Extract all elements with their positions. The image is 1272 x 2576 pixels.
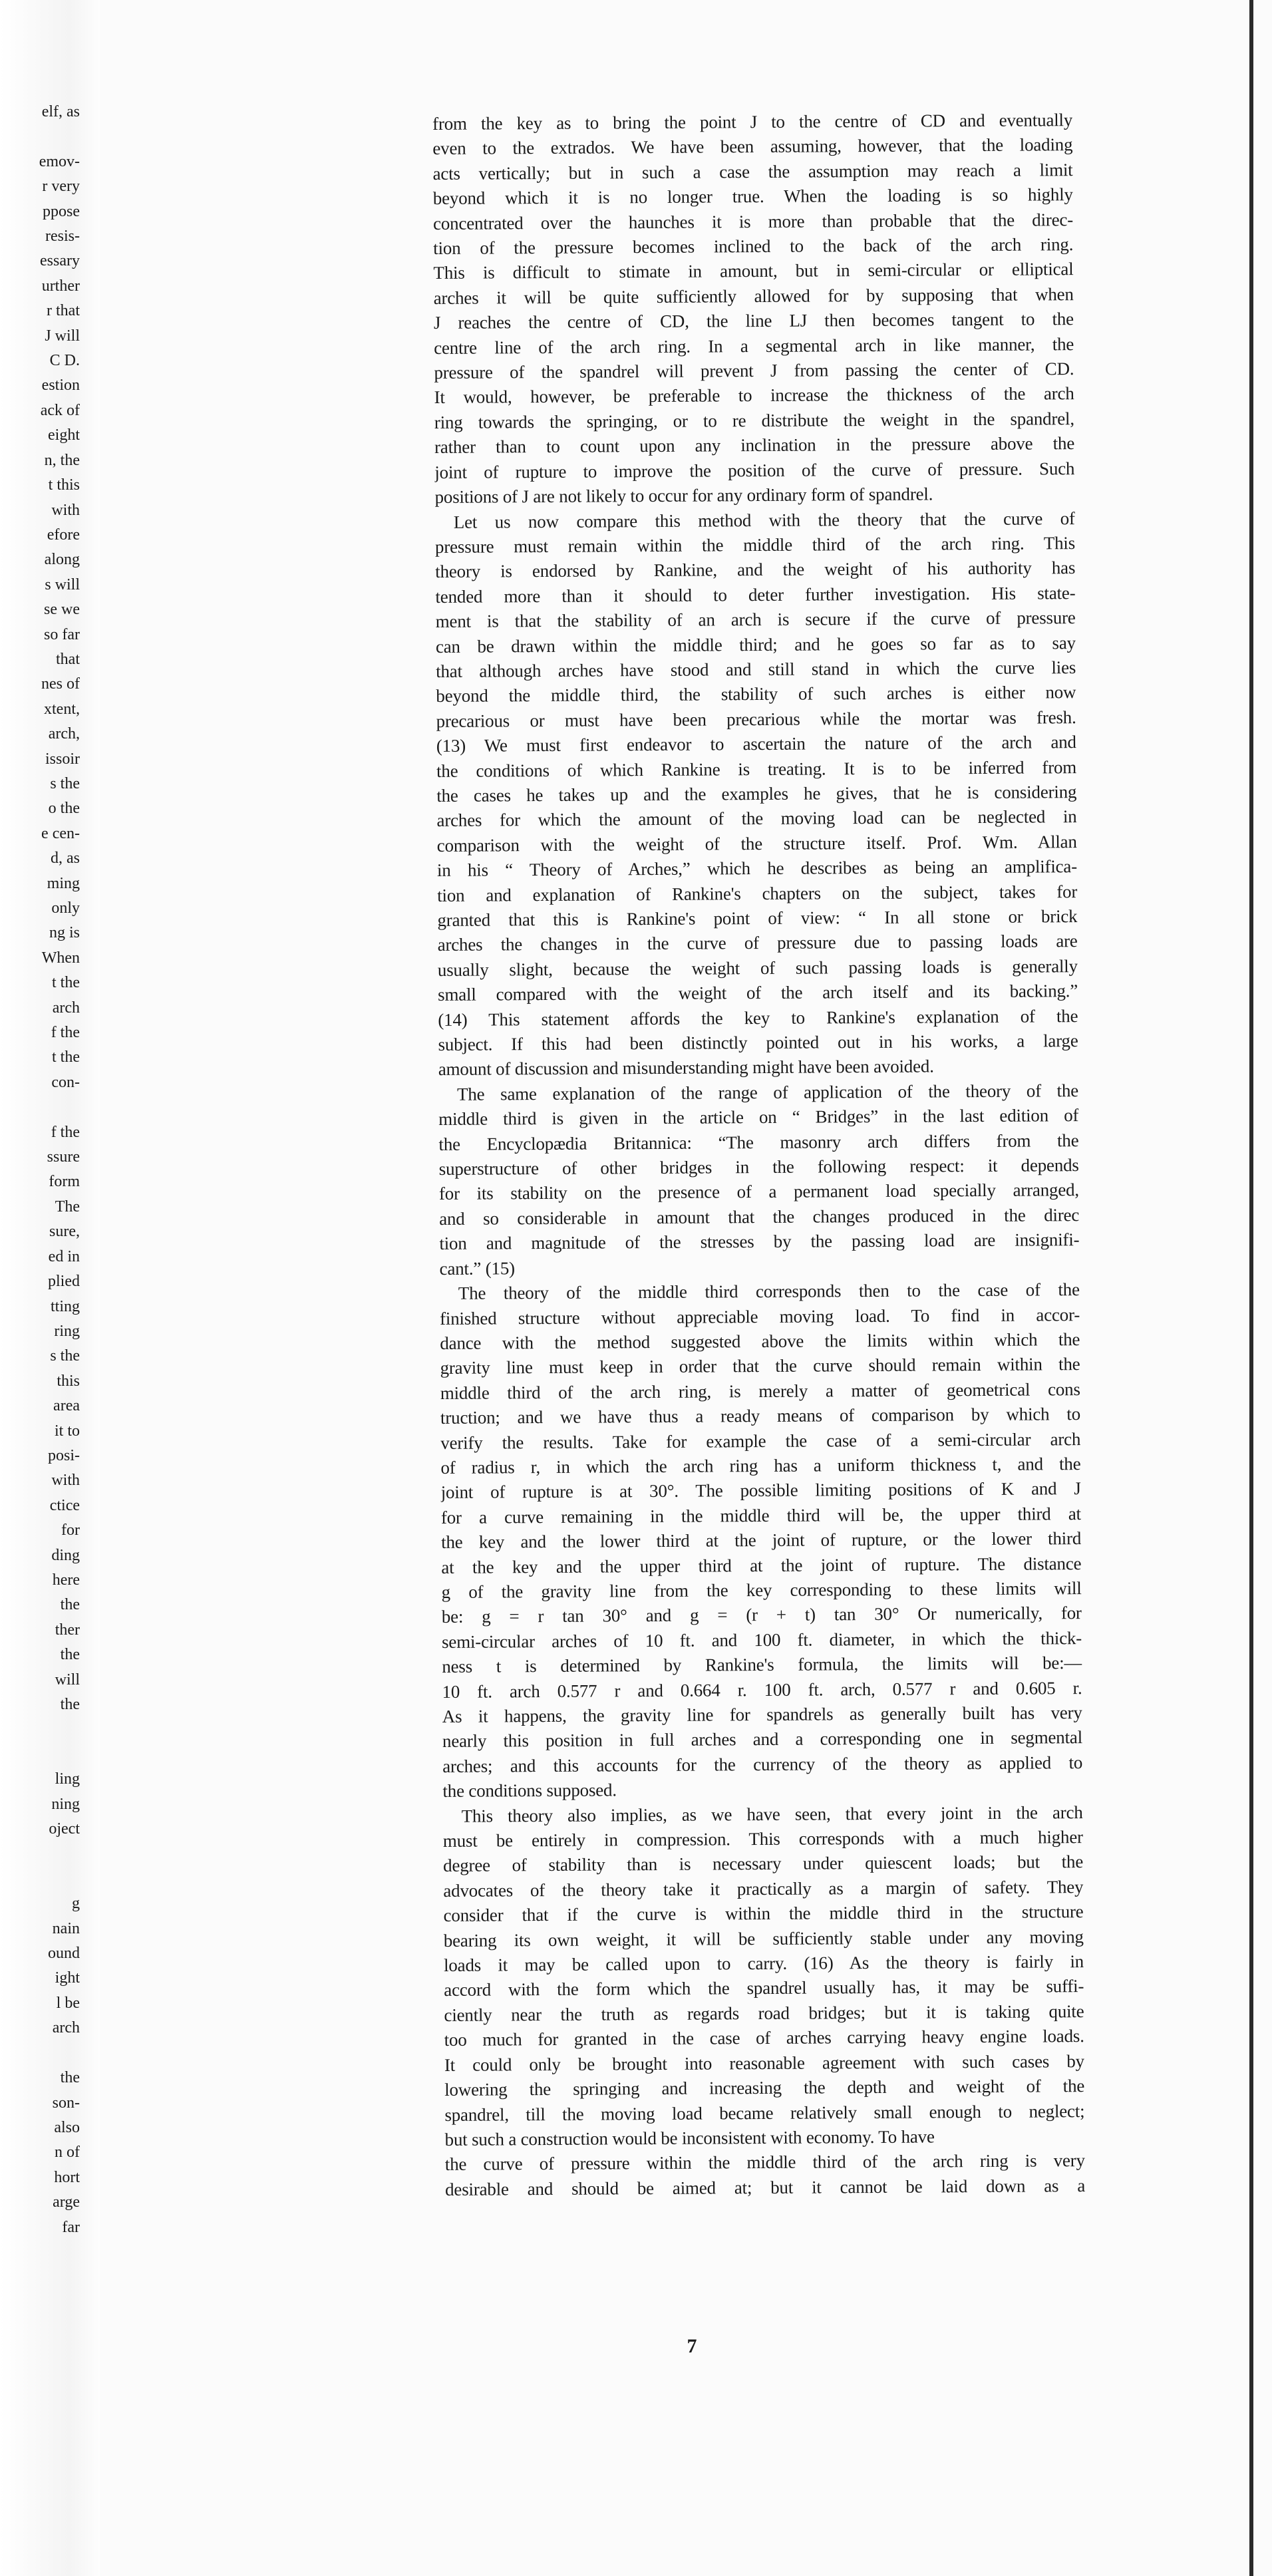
text-line: ciently near the truth as regards road bridges; but it is taking quite [444,2001,1084,2025]
text-line: (14) This statement affords the key to Rankine's explanation of the [438,1005,1078,1030]
text-line: arches it will be quite sufficiently allowed for by supposing that when [433,283,1074,308]
left-fragment-line: issoir [45,750,80,768]
text-line: that although arches have stood and still stand in which the curve lies [436,657,1076,681]
text-line: for its stability on the presence of a permanent load specially arranged, [438,1180,1080,1204]
text-line: theory is endorsed by Rankine, and the weight of his authority has [435,558,1076,582]
left-fragment-line [0,1717,80,1742]
text-line: gravity line must keep in order that the curve should remain within the [440,1354,1080,1378]
text-line: dance with the method suggested above the limits within which the [440,1329,1080,1353]
text-line: joint of rupture to improve the position of the curve of pressure. Such [434,458,1075,482]
left-fragment-line: f the [51,1024,80,1042]
left-fragment-line: tting [50,1297,80,1315]
text-line: too much for granted in the case of arches carrying heavy engine loads. [444,2026,1084,2050]
left-fragment-line: ming [47,874,80,892]
text-line: at the key and the upper third at the joint of rupture. The distance [441,1553,1082,1577]
left-fragment-line: along [44,551,80,569]
left-fragment-line: also [54,2118,80,2136]
left-fragment-line: r that [47,302,80,320]
text-line: arches for which the amount of the moving load can be neglected in [436,806,1077,831]
text-line: cant.” (15) [439,1257,515,1279]
left-fragment-line: se we [44,601,80,619]
text-line: can be drawn within the middle third; and he goes so far as to say [435,632,1076,657]
text-line: even to the extrados. We have been assuming, however, that the loading [432,134,1073,159]
left-fragment-line: ring [54,1322,80,1340]
text-line: desirable and should be aimed at; but it cannot be laid down as a [444,2175,1086,2199]
left-fragment-line: s will [45,575,80,593]
text-line: It could only be brought into reasonable agreement with such cases by [444,2050,1085,2075]
text-line: arches the changes in the curve of pressure due to passing loads are [437,931,1078,955]
left-fragment-line: ed in [48,1247,80,1265]
text-line: (13) We must first endeavor to ascertain the nature of the arch and [436,732,1076,756]
left-fragment-line: so far [44,625,80,643]
left-fragment-line: the [60,1696,80,1713]
text-line: small compared with the weight of the arch itself and its backing.” [438,981,1078,1005]
text-line: beyond which it is no longer true. When the loading is so highly [432,184,1073,209]
left-fragment-line: The [55,1198,80,1215]
page-edge-border [1249,0,1253,2576]
text-line: ring towards the springing, or to re distribute the weight in the spandrel, [434,408,1074,432]
left-fragment-line: only [51,899,80,917]
left-fragment-line: eight [48,426,80,444]
left-fragment-line: arch [52,999,80,1017]
left-fragment-line: arge [53,2193,80,2211]
left-fragment-line: t the [52,974,80,992]
text-line: The same explanation of the range of application of the theory of the [456,1080,1079,1104]
left-fragment-line: posi- [48,1446,80,1464]
left-fragment-line: ther [55,1621,80,1639]
left-fragment-line: When [41,949,80,967]
left-fragment-line: it to [54,1422,80,1440]
left-fragment-line: s the [50,774,80,792]
text-line: comparison with the weight of the structure itself. Prof. Wm. Allan [436,831,1077,856]
left-fragment-line: t this [48,476,80,494]
left-fragment-line: J will [45,327,80,345]
text-line: finished structure without appreciable moving load. To find in accor- [439,1304,1080,1329]
text-line: accord with the form which the spandrel usually has, it may be suffi- [444,1976,1084,2001]
left-fragment-line: will [55,1671,80,1689]
text-line: This theory also implies, as we have seen, that every joint in the arch [461,1802,1083,1826]
left-fragment-line: for [61,1522,80,1539]
text-line: truction; and we have thus a ready means of comparison by which to [440,1404,1081,1428]
text-line: superstructure of other bridges in the following respect: it depends [438,1155,1079,1180]
text-line: semi-circular arches of 10 ft. and 100 ft. diameter, in which the thick- [441,1627,1082,1652]
left-fragment-line: f the [51,1123,80,1141]
text-line: loads it may be called upon to carry. (16) As the theory is fairly in [443,1951,1084,1976]
left-fragment-line: this [57,1372,80,1390]
left-fragment-line: g [72,1895,80,1913]
text-line: ness t is determined by Rankine's formula, the limits will be:— [442,1653,1082,1677]
left-fragment-line: with [51,501,80,519]
left-fragment-line [0,1867,80,1891]
text-line: the conditions of which Rankine is treating. It is to be inferred from [436,756,1077,781]
left-fragment-line [0,1742,80,1767]
text-line: It would, however, be preferable to increase the thickness of the arch [434,383,1074,408]
text-line: consider that if the curve is within the middle third in the structure [443,1901,1084,1926]
text-line: pressure of the spandrel will prevent J from passing the center of CD. [434,359,1074,383]
text-line: of radius r, in which the arch ring has a uniform thickness t, and the [440,1454,1081,1478]
text-line: 10 ft. arch 0.577 r and 0.664 r. 100 ft. arch, 0.577 r and 0.605 r. [442,1677,1082,1702]
left-fragment-line [0,124,80,149]
left-fragment-line: arch [52,2019,80,2037]
left-fragment-line: ight [55,1969,80,1987]
text-line: tion of the pressure becomes inclined to the back of the arch ring. [433,234,1074,259]
text-line: g of the gravity line from the key corresponding to these limits will [441,1578,1082,1602]
text-line: usually slight, because the weight of such passing loads is generally [437,955,1078,980]
left-fragment-line: n of [55,2144,80,2162]
left-fragment-line: ound [48,1945,80,1963]
text-line: beyond the middle third, the stability of such arches is either now [436,682,1076,707]
left-fragment-line: nain [52,1919,80,1937]
text-line: from the key as to bring the point J to the centre of CD and eventually [432,110,1073,134]
main-text-column [432,108,1086,2307]
text-line: for a curve remaining in the middle third will be, the upper third at [440,1503,1081,1528]
left-fragment-line: C D. [49,352,80,370]
left-fragment-line: r very [42,178,80,196]
left-fragment-line: xtent, [44,700,80,718]
text-line: centre line of the arch ring. In a segmental arch in like manner, the [434,333,1074,358]
left-fragment-line [0,1842,80,1866]
text-line: tion and magnitude of the stresses by the passing load are insignifi- [439,1229,1080,1254]
left-fragment-line: o the [48,800,80,818]
text-line: the curve of pressure within the middle third of the arch ring is very [444,2150,1085,2175]
left-fragment-line: ctice [49,1496,80,1514]
left-fragment-line: elf, as [41,103,80,120]
left-fragment-line: that [56,650,80,668]
text-line: granted that this is Rankine's point of view: “ In all stone or brick [437,906,1078,930]
text-line: the conditions supposed. [442,1780,617,1802]
text-line: ment is that the stability of an arch is secure if the curve of pressure [435,607,1076,632]
left-fragment-line: n, the [44,451,80,469]
text-line: middle third is given in the article on “ Bridges” in the last edition of [438,1105,1079,1130]
left-fragment-line: ack of [40,401,80,419]
text-line: acts vertically; but in such a case the assumption may reach a limit [432,159,1073,184]
text-line: the Encyclopædia Britannica: “The masonry arch differs from the [438,1130,1079,1154]
text-line: nearly this position in full arches and a corresponding one in segmental [442,1727,1083,1752]
text-line: the cases he takes up and the examples he gives, that he is considering [436,782,1077,806]
left-fragment-line: far [62,2218,80,2236]
left-fragment-line: efore [47,526,80,544]
text-line: amount of discussion and misunderstanding might have been avoided. [438,1056,934,1080]
text-line: advocates of the theory take it practically as a margin of safety. They [443,1876,1084,1901]
text-line: tion and explanation of Rankine's chapters on the subject, takes for [437,881,1078,905]
text-line: joint of rupture is at 30°. The possible limiting positions of K and J [440,1478,1081,1503]
left-fragment-line [0,2041,80,2066]
left-fragment-line: ppose [43,202,80,220]
left-fragment-line: ssure [47,1148,80,1166]
left-fragment-line: ding [51,1546,80,1564]
text-line: bearing its own weight, it will be sufficiently stable under any moving [443,1926,1084,1951]
left-fragment-line: ning [51,1795,80,1813]
text-line: spandrel, till the moving load became relatively small enough to neglect; [444,2100,1085,2125]
left-fragment-line: plied [48,1273,80,1291]
page-number: 7 [687,2335,697,2357]
text-line: lowering the springing and increasing the depth and weight of the [444,2076,1085,2100]
left-fragment-line: con- [51,1073,80,1091]
left-fragment-line: with [51,1472,80,1490]
left-fragment-line: hort [54,2168,80,2186]
left-fragment-line: the [60,1646,80,1664]
text-line: pressure must remain within the middle third of the arch ring. This [434,533,1076,557]
text-line: but such a construction would be inconsistent with economy. To have [444,2126,935,2150]
text-line: in his “ Theory of Arches,” which he describes as being an amplifica- [436,856,1078,881]
text-line: rather than to count upon any inclination in the pressure above the [434,433,1075,458]
text-line: precarious or must have been precarious while the mortar was fresh. [436,707,1076,731]
text-line: tended more than it should to deter further investigation. His state- [435,582,1076,607]
left-fragment-line: s the [50,1347,80,1365]
text-line: The theory of the middle third corresponds then to the case of the [458,1279,1080,1303]
left-fragment-line: nes of [41,675,80,693]
left-fragment-line: d, as [51,850,80,868]
left-fragment-line: son- [52,2094,80,2112]
text-line: As it happens, the gravity line for spandrels as generally built has very [442,1702,1082,1726]
left-fragment-line: l be [56,1994,80,2012]
text-line: positions of J are not likely to occur for any ordinary form of spandrel. [434,484,933,508]
left-fragment-line: resis- [45,228,80,245]
text-line: the key and the lower third at the joint of rupture, or the lower third [441,1528,1082,1553]
left-fragment-line: here [52,1571,80,1589]
left-fragment-line: ling [55,1770,80,1788]
left-fragment-line: form [49,1173,80,1191]
left-fragment-line: essary [40,252,80,270]
left-fragment-line: area [53,1397,80,1415]
left-fragment-line [0,1095,80,1120]
left-fragment-line: arch, [48,725,80,743]
text-line: subject. If this had been distinctly pointed out in his works, a large [438,1031,1078,1055]
text-line: middle third of the arch ring, is merely a matter of geometrical cons [440,1378,1080,1403]
text-line: arches; and this accounts for the currency of the theory as applied to [442,1752,1083,1776]
text-line: be: g = r tan 30° and g = (r + t) tan 30° Or numerically, for [441,1603,1082,1627]
left-fragment-line: the [60,1596,80,1614]
left-fragment-line: t the [52,1048,80,1066]
text-line: and so considerable in amount that the changes produced in the direc [439,1204,1080,1229]
left-page-fragment-column [0,100,80,2535]
left-fragment-line: e cen- [41,824,80,842]
left-fragment-line: sure, [49,1223,80,1241]
left-fragment-line: the [60,2069,80,2087]
text-line: J reaches the centre of CD, the line LJ then becomes tangent to the [433,309,1074,333]
text-line: This is difficult to stimate in amount, but in semi-circular or elliptical [433,259,1074,283]
left-fragment-line: urther [41,277,80,295]
left-fragment-line: oject [49,1820,80,1838]
text-line: Let us now compare this method with the theory that the curve of [453,508,1075,532]
text-line: concentrated over the haunches it is more than probable that the direc- [432,209,1074,234]
left-fragment-line: emov- [39,152,80,170]
left-fragment-line: estion [41,377,80,395]
text-line: must be entirely in compression. This corresponds with a much higher [442,1827,1083,1851]
text-line: degree of stability than is necessary under quiescent loads; but the [443,1852,1084,1876]
left-fragment-line: ng is [49,924,80,942]
text-line: verify the results. Take for example the case of a semi-circular arch [440,1428,1081,1453]
